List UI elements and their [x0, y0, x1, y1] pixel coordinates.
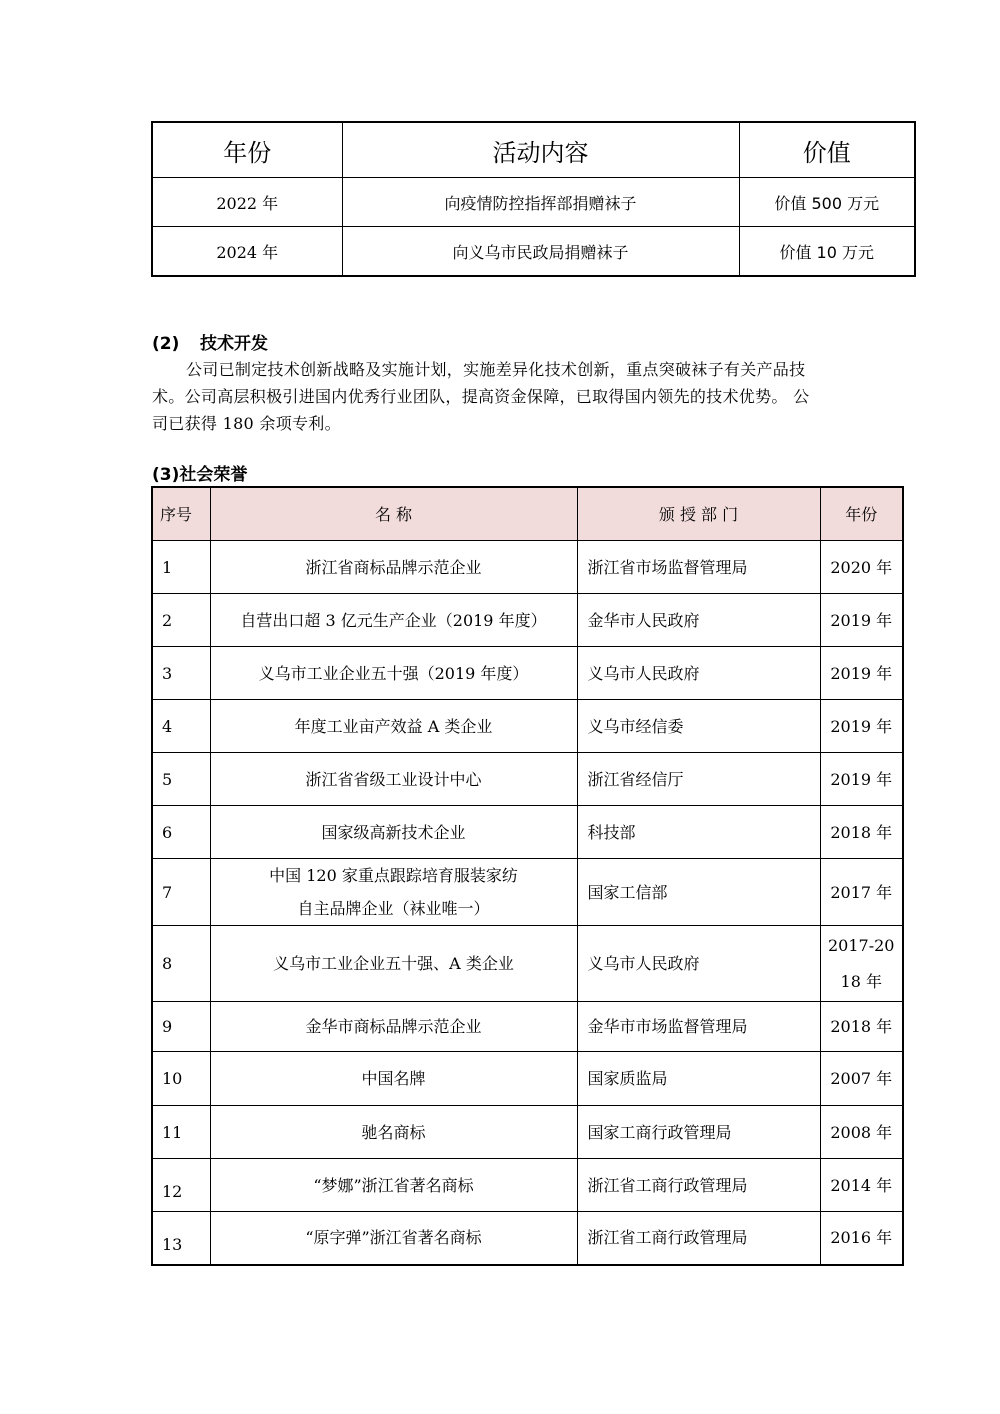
cell-index: 6 [152, 806, 210, 859]
section-number: (2) [152, 334, 180, 354]
cell-year-line: 18 年 [840, 971, 882, 991]
table-header-row [152, 122, 915, 178]
cell-name-line: 中国 120 家重点跟踪培育服装家纺 [269, 866, 518, 885]
table-header-row [152, 487, 903, 541]
table-row [152, 859, 903, 926]
cell-issuer: 义乌市人民政府 [577, 647, 820, 700]
table-row [152, 178, 915, 227]
table-row [152, 1002, 903, 1052]
cell-issuer: 浙江省市场监督管理局 [577, 541, 820, 594]
cell-issuer: 浙江省工商行政管理局 [577, 1212, 820, 1265]
header-index: 序号 [152, 487, 210, 541]
cell-year: 2018 年 [820, 806, 903, 859]
cell-name: 中国名牌 [210, 1052, 577, 1106]
cell-index: 2 [152, 594, 210, 647]
header-value: 价值 [739, 122, 915, 178]
tech-paragraph [152, 356, 852, 437]
table-row [152, 926, 903, 1002]
cell-issuer: 浙江省经信厅 [577, 753, 820, 806]
cell-name [210, 859, 577, 926]
cell-name: 驰名商标 [210, 1106, 577, 1159]
cell-year-line: 2017-20 [828, 935, 895, 955]
header-year: 年份 [820, 487, 903, 541]
cell-index: 11 [152, 1106, 210, 1159]
header-issuer: 颁 授 部 门 [577, 487, 820, 541]
cell-name: 义乌市工业企业五十强（2019 年度） [210, 647, 577, 700]
donation-table [151, 121, 916, 277]
cell-year [820, 926, 903, 1002]
cell-name: 国家级高新技术企业 [210, 806, 577, 859]
table-row [152, 753, 903, 806]
cell-activity: 向疫情防控指挥部捐赠袜子 [342, 178, 739, 227]
cell-year: 2016 年 [820, 1212, 903, 1265]
header-activity: 活动内容 [342, 122, 739, 178]
cell-issuer: 浙江省工商行政管理局 [577, 1159, 820, 1212]
cell-index: 13 [152, 1212, 210, 1265]
table-row [152, 227, 915, 277]
cell-name: 自营出口超 3 亿元生产企业（2019 年度） [210, 594, 577, 647]
cell-year: 2022 年 [152, 178, 342, 227]
cell-issuer: 金华市市场监督管理局 [577, 1002, 820, 1052]
table-row [152, 541, 903, 594]
cell-year: 2007 年 [820, 1052, 903, 1106]
cell-name: 浙江省商标品牌示范企业 [210, 541, 577, 594]
section-heading-tech [152, 329, 268, 354]
cell-year: 2019 年 [820, 753, 903, 806]
cell-index: 12 [152, 1159, 210, 1212]
cell-issuer: 义乌市经信委 [577, 700, 820, 753]
cell-issuer: 国家工商行政管理局 [577, 1106, 820, 1159]
cell-index: 3 [152, 647, 210, 700]
header-name: 名 称 [210, 487, 577, 541]
paragraph-line: 司已获得 180 余项专利。 [152, 414, 341, 433]
cell-value: 价值 10 万元 [739, 227, 915, 277]
table-row [152, 647, 903, 700]
cell-issuer: 科技部 [577, 806, 820, 859]
table-row [152, 1159, 903, 1212]
cell-name: “梦娜”浙江省著名商标 [210, 1159, 577, 1212]
cell-index: 4 [152, 700, 210, 753]
cell-index: 8 [152, 926, 210, 1002]
table-row [152, 700, 903, 753]
paragraph-line: 公司已制定技术创新战略及实施计划，实施差异化技术创新，重点突破袜子有关产品技 [186, 360, 806, 379]
cell-issuer: 义乌市人民政府 [577, 926, 820, 1002]
cell-year: 2017 年 [820, 859, 903, 926]
cell-year: 2024 年 [152, 227, 342, 277]
cell-year: 2020 年 [820, 541, 903, 594]
table-row [152, 1212, 903, 1265]
cell-name: “原字弹”浙江省著名商标 [210, 1212, 577, 1265]
section-title: 技术开发 [200, 334, 268, 354]
cell-year: 2019 年 [820, 647, 903, 700]
cell-issuer: 国家质监局 [577, 1052, 820, 1106]
cell-issuer: 金华市人民政府 [577, 594, 820, 647]
cell-activity: 向义乌市民政局捐赠袜子 [342, 227, 739, 277]
cell-index: 10 [152, 1052, 210, 1106]
cell-index: 5 [152, 753, 210, 806]
cell-year: 2019 年 [820, 594, 903, 647]
cell-name: 金华市商标品牌示范企业 [210, 1002, 577, 1052]
cell-value: 价值 500 万元 [739, 178, 915, 227]
table-row [152, 594, 903, 647]
cell-name: 年度工业亩产效益 A 类企业 [210, 700, 577, 753]
honors-table [151, 486, 904, 1266]
cell-issuer: 国家工信部 [577, 859, 820, 926]
cell-year: 2019 年 [820, 700, 903, 753]
cell-index: 9 [152, 1002, 210, 1052]
paragraph-line: 术。公司高层积极引进国内优秀行业团队，提高资金保障，已取得国内领先的技术优势。 公 [152, 387, 810, 406]
cell-year: 2018 年 [820, 1002, 903, 1052]
cell-index: 7 [152, 859, 210, 926]
cell-year: 2014 年 [820, 1159, 903, 1212]
table-row [152, 806, 903, 859]
cell-index: 1 [152, 541, 210, 594]
cell-name: 浙江省省级工业设计中心 [210, 753, 577, 806]
cell-year: 2008 年 [820, 1106, 903, 1159]
table-row [152, 1106, 903, 1159]
section-heading-honors: (3)社会荣誉 [152, 465, 248, 485]
cell-name-line: 自主品牌企业（袜业唯一） [297, 899, 490, 918]
table-row [152, 1052, 903, 1106]
cell-name: 义乌市工业企业五十强、A 类企业 [210, 926, 577, 1002]
header-year: 年份 [152, 122, 342, 178]
